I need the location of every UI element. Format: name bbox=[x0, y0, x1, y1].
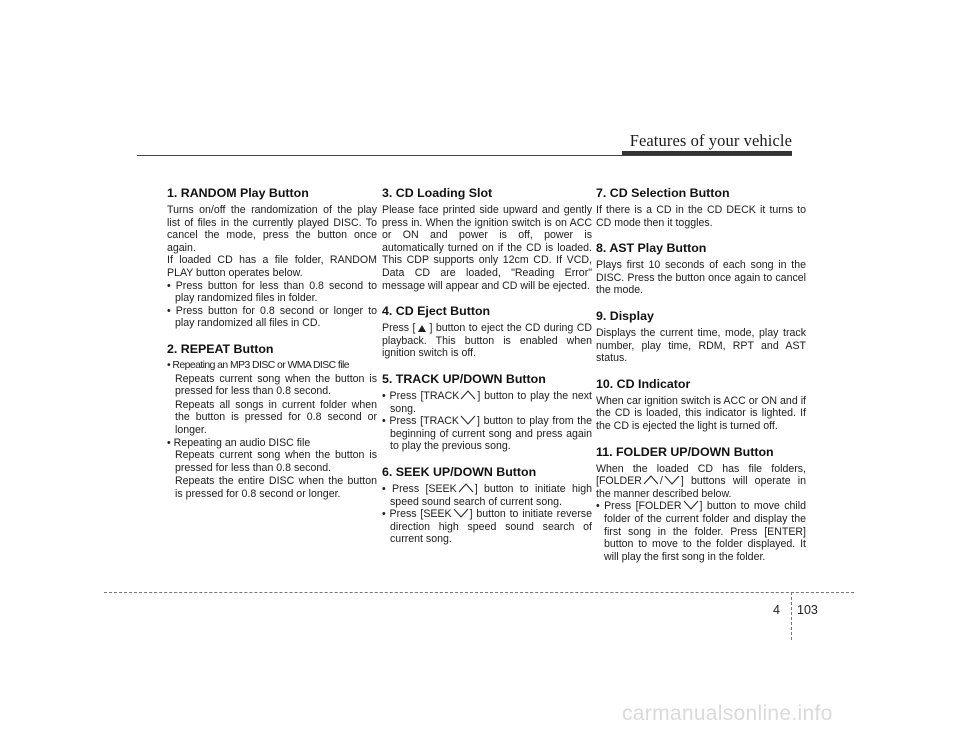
paragraph: When the loaded CD has file folders, [FOLDER / ] buttons will operate in the manner described below. bbox=[596, 462, 806, 500]
eject-icon bbox=[418, 325, 426, 332]
footer-divider bbox=[791, 592, 792, 640]
section-heading: 2. REPEAT Button bbox=[167, 341, 274, 356]
column-1 bbox=[167, 186, 377, 512]
paragraph: Please face printed side upward and gently press in. When the ignition switch is on ACC or ON and power is off, power is automatically turned on if the CD is loaded. This CDP supports only 12cm CD. If VCD, Data CD are loaded, "Reading Error" message will appear and CD will be ejected. bbox=[382, 204, 592, 292]
header-rule bbox=[137, 155, 792, 156]
chevron-down-icon bbox=[459, 415, 477, 425]
bullet-item: • Repeating an audio DISC file bbox=[167, 436, 311, 449]
chevron-down-icon bbox=[682, 500, 700, 510]
section-cd-indicator bbox=[596, 377, 806, 433]
paragraph: Plays first 10 seconds of each song in the DISC. Press the button once again to cancel the mode. bbox=[596, 259, 806, 297]
bullet-item: • Press [FOLDER ] button to move child folder of the current folder and display the first song in the folder. Press [ENTER] button to move to the folder displayed. It will play the first song in the folder. bbox=[596, 500, 806, 563]
bullet-item: • Press [SEEK ] button to initiate reverse direction high speed sound search of current song. bbox=[382, 508, 592, 546]
paragraph: If there is a CD in the CD DECK it turns to CD mode then it toggles. bbox=[596, 204, 806, 229]
bullet-item: • Press [TRACK ] button to play the next song. bbox=[382, 389, 592, 415]
section-heading: 6. SEEK UP/DOWN Button bbox=[382, 464, 537, 479]
section-heading: 11. FOLDER UP/DOWN Button bbox=[596, 444, 774, 459]
section-repeat bbox=[167, 342, 377, 501]
chevron-up-icon bbox=[459, 390, 477, 400]
section-random bbox=[167, 186, 377, 330]
section-heading: 3. CD Loading Slot bbox=[382, 186, 493, 200]
chevron-down-icon bbox=[663, 475, 681, 485]
paragraph: Displays the current time, mode, play track number, play time, RDM, RPT and AST status. bbox=[596, 326, 806, 365]
footer-rule bbox=[104, 592, 854, 593]
sub-paragraph: Repeats the entire DISC when the button is pressed for 0.8 second or longer. bbox=[175, 475, 377, 500]
paragraph: Press [ ] button to eject the CD during CD playback. This button is enabled when ignition switch is off. bbox=[382, 322, 593, 360]
bullet-item: • Press button for less than 0.8 second to play randomized files in folder. bbox=[167, 279, 377, 305]
bullet-item: • Repeating an MP3 DISC or WMA DISC file bbox=[167, 359, 350, 371]
column-3 bbox=[596, 186, 806, 575]
section-heading: 5. TRACK UP/DOWN Button bbox=[382, 371, 546, 386]
section-heading: 9. Display bbox=[596, 308, 654, 323]
column-2 bbox=[382, 186, 592, 558]
section-heading: 10. CD Indicator bbox=[596, 376, 691, 391]
chevron-down-icon bbox=[452, 508, 470, 518]
chevron-up-icon bbox=[642, 475, 660, 485]
chapter-number: 4 bbox=[773, 603, 780, 617]
bullet-item: • Press button for 0.8 second or longer to play randomized all files in CD. bbox=[167, 304, 377, 330]
bullet-item: • Press [SEEK ] button to initiate high speed sound search of current song. bbox=[382, 482, 592, 508]
watermark: carmanualsonline.info bbox=[622, 702, 833, 725]
section-heading: 4. CD Eject Button bbox=[382, 304, 491, 319]
page-header-title: Features of your vehicle bbox=[629, 131, 792, 150]
bullet-item: • Press [TRACK ] button to play from the beginning of current song and press again to play the previous song. bbox=[382, 415, 592, 453]
section-loading-slot bbox=[382, 186, 592, 292]
section-seek bbox=[382, 465, 592, 546]
section-heading: 8. AST Play Button bbox=[596, 241, 707, 256]
header-rule-accent bbox=[622, 151, 792, 155]
section-cd-selection bbox=[596, 186, 806, 229]
section-folder bbox=[596, 445, 806, 564]
sub-paragraph: Repeats current song when the button is pressed for less than 0.8 second. bbox=[175, 372, 377, 398]
paragraph: Turns on/off the randomization of the play list of files in the currently played DISC. To cancel the mode, press the button once again. bbox=[167, 204, 377, 254]
sub-paragraph: Repeats all songs in current folder when the button is pressed for 0.8 second or longer. bbox=[175, 398, 377, 436]
section-eject bbox=[382, 304, 592, 360]
section-track bbox=[382, 372, 592, 453]
chevron-up-icon bbox=[457, 483, 475, 493]
section-display bbox=[596, 309, 806, 365]
sub-paragraph: Repeats current song when the button is pressed for less than 0.8 second. bbox=[175, 449, 377, 474]
page-number: 103 bbox=[797, 603, 818, 617]
section-ast bbox=[596, 241, 806, 297]
paragraph: When car ignition switch is ACC or ON and if the CD is loaded, this indicator is lighted. If the CD is ejected the light is turned off. bbox=[596, 394, 806, 432]
section-heading: 1. RANDOM Play Button bbox=[167, 186, 309, 200]
paragraph: If loaded CD has a file folder, RANDOM PLAY button operates below. bbox=[167, 254, 377, 279]
section-heading: 7. CD Selection Button bbox=[596, 186, 730, 200]
